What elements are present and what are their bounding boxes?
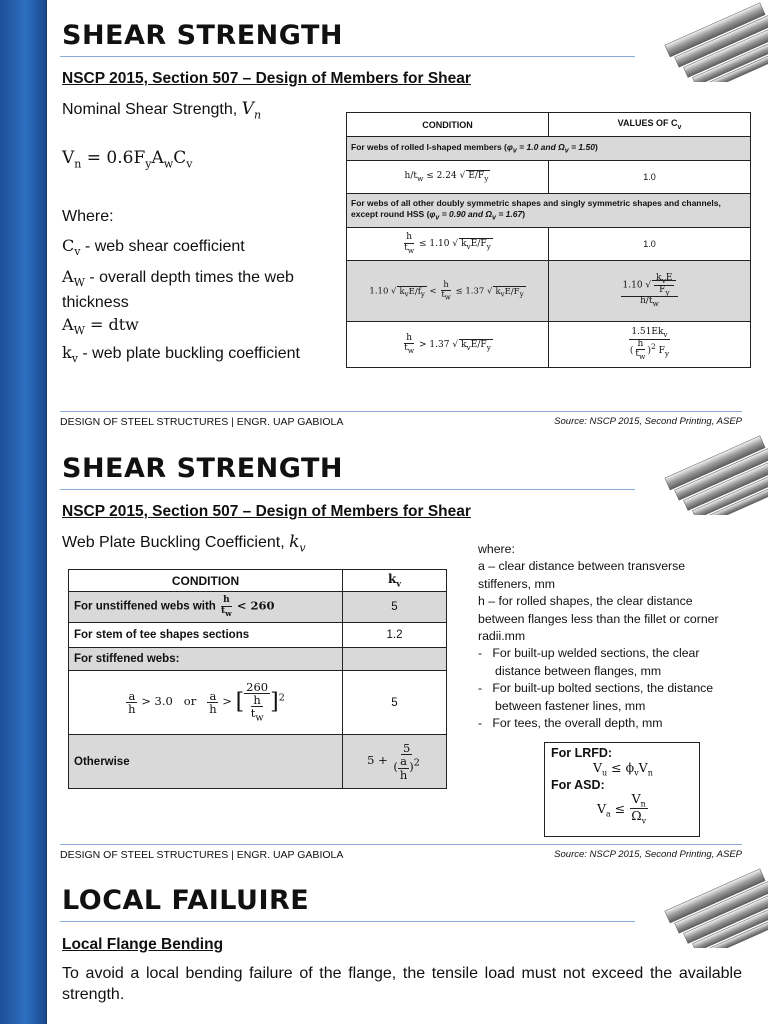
kv-table-header-kv: $k_v$ xyxy=(343,570,447,592)
slide-footer xyxy=(60,411,742,431)
kv-table-header-condition: CONDITION xyxy=(69,570,343,592)
cv-table-value: 1.0 xyxy=(549,228,751,261)
slide-title: SHEAR STRENGTH xyxy=(62,453,343,484)
section-subtitle: Local Flange Bending xyxy=(62,936,224,953)
slide-shear-strength-kv xyxy=(0,433,768,866)
side-accent-bar xyxy=(0,0,47,433)
definition-h: h – for rolled shapes, the clear distance between flanges less than the fillet or corner radii.mm xyxy=(478,594,719,644)
kv-table-condition: $\frac{a}{h}$ > 3.0 or $\frac{a}{h}$ > [ $\frac{260}{\frac{h}{t_w}}$ ]$^2$ xyxy=(69,671,343,735)
side-accent-bar xyxy=(0,433,47,866)
lrfd-asd-box xyxy=(544,742,700,837)
nominal-shear-formula: $V_n = 0.6F_yA_wC_v$ xyxy=(62,148,193,171)
cv-table-value: $1.51Ek_v$ ( $\frac{h}{t_w}$ )$^2$ $F_y$ xyxy=(549,322,751,368)
definition-aw: $A_W$ - overall depth times the web thickness xyxy=(62,267,294,312)
bullet-bolted: - For built-up bolted sections, the distance between fastener lines, mm xyxy=(478,681,714,713)
title-rule xyxy=(60,489,635,490)
kv-table-condition: For stem of tee shapes sections xyxy=(69,623,343,648)
footer-course: DESIGN OF STEEL STRUCTURES | ENGR. UAP GABIOLA xyxy=(60,416,344,428)
steel-beams-icon xyxy=(664,435,768,515)
lrfd-label: For LRFD: xyxy=(551,746,613,760)
definition-a: a – clear distance between transverse stiffeners, mm xyxy=(478,559,686,591)
kv-table-condition: For unstiffened webs with $\frac{h}{t_w}$ < 260 xyxy=(69,592,343,623)
bullet-welded: - For built-up welded sections, the clear distance between flanges, mm xyxy=(478,646,700,678)
asd-equation: $V_a$ ≤ $\frac{V_n}{\Omega_v}$ xyxy=(597,790,647,826)
cv-table xyxy=(346,112,751,368)
steel-beams-icon xyxy=(664,2,768,82)
title-rule xyxy=(60,56,635,57)
section-subtitle: NSCP 2015, Section 507 – Design of Members for Shear xyxy=(62,70,471,87)
lrfd-equation: $V_u \le \phi_vV_n$ xyxy=(593,760,653,778)
kv-table-condition: Otherwise xyxy=(69,735,343,789)
where-heading: where: xyxy=(478,542,515,556)
footer-source: Source: NSCP 2015, Second Printing, ASEP xyxy=(554,416,742,427)
kv-table-value xyxy=(343,648,447,671)
cv-table-header-values: VALUES OF $C_v$ xyxy=(549,113,751,137)
cv-table-condition: $\frac{h}{t_w}$ ≤ 1.10 √ $k_vE/F_y$ xyxy=(347,228,549,261)
kv-table-value: 1.2 xyxy=(343,623,447,648)
bullet-tees: - For tees, the overall depth, mm xyxy=(478,716,663,731)
slide-title: LOCAL FAILUIRE xyxy=(62,885,310,916)
definition-kv: $k_v$ - web plate buckling coefficient xyxy=(62,343,300,366)
slide-footer xyxy=(60,844,742,864)
slide-local-failure xyxy=(0,866,768,1024)
kv-table xyxy=(68,569,447,789)
kv-table-value: 5 + 5 ( $\frac{a}{h}$ )$^2$ xyxy=(343,735,447,789)
where-label: Where: xyxy=(62,208,114,225)
kv-table-value: 5 xyxy=(343,592,447,623)
section-subtitle: NSCP 2015, Section 507 – Design of Members for Shear xyxy=(62,503,471,520)
cv-table-condition: 1.10 √ $k_vE/f_y$ < $\frac{h}{t_w}$ ≤ 1.37 √ $k_vE/F_y$ xyxy=(347,261,549,322)
cv-table-value: 1.10 √ $\frac{k_vE}{F_y}$ $h/t_w$ xyxy=(549,261,751,322)
footer-source: Source: NSCP 2015, Second Printing, ASEP xyxy=(554,849,742,860)
kv-table-condition: For stiffened webs: xyxy=(69,648,343,671)
cv-table-group-rolled: For webs of rolled I-shaped members ($\varphi_v = 1.0$ and $\Omega_v = 1.50$) xyxy=(347,137,751,161)
footer-course: DESIGN OF STEEL STRUCTURES | ENGR. UAP GABIOLA xyxy=(60,849,344,861)
side-accent-bar xyxy=(0,866,47,1024)
cv-table-value: 1.0 xyxy=(549,161,751,194)
where-definitions xyxy=(478,541,738,732)
asd-label: For ASD: xyxy=(551,777,605,792)
cv-table-header-condition: CONDITION xyxy=(347,113,549,137)
slide-shear-strength-cv xyxy=(0,0,768,433)
cv-table-group-other: For webs of all other doubly symmetric shapes and singly symmetric shapes and channels, except round HSS ($\varphi_v = 0.90$ and $\Omega_v = 1.67$) xyxy=(347,194,751,228)
cv-table-condition: $\frac{h}{t_w}$ > 1.37 √ $k_vE/F_y$ xyxy=(347,322,549,368)
kv-table-value: 5 xyxy=(343,671,447,735)
slide-title: SHEAR STRENGTH xyxy=(62,20,343,51)
title-rule xyxy=(60,921,635,922)
nominal-shear-label: Nominal Shear Strength, $V_n$ xyxy=(62,99,262,122)
definition-aw-equation: $A_W$ = dtw xyxy=(62,315,139,338)
definition-cv: $C_v$ - web shear coefficient xyxy=(62,236,245,259)
cv-table-condition: $h/t_w \le 2.24$ √ $E/F_y$ xyxy=(347,161,549,194)
kv-label: Web Plate Buckling Coefficient, $k_v$ xyxy=(62,532,306,555)
steel-beams-icon xyxy=(664,868,768,948)
local-flange-body: To avoid a local bending failure of the flange, the tensile load must not exceed the available strength. xyxy=(62,965,742,1003)
